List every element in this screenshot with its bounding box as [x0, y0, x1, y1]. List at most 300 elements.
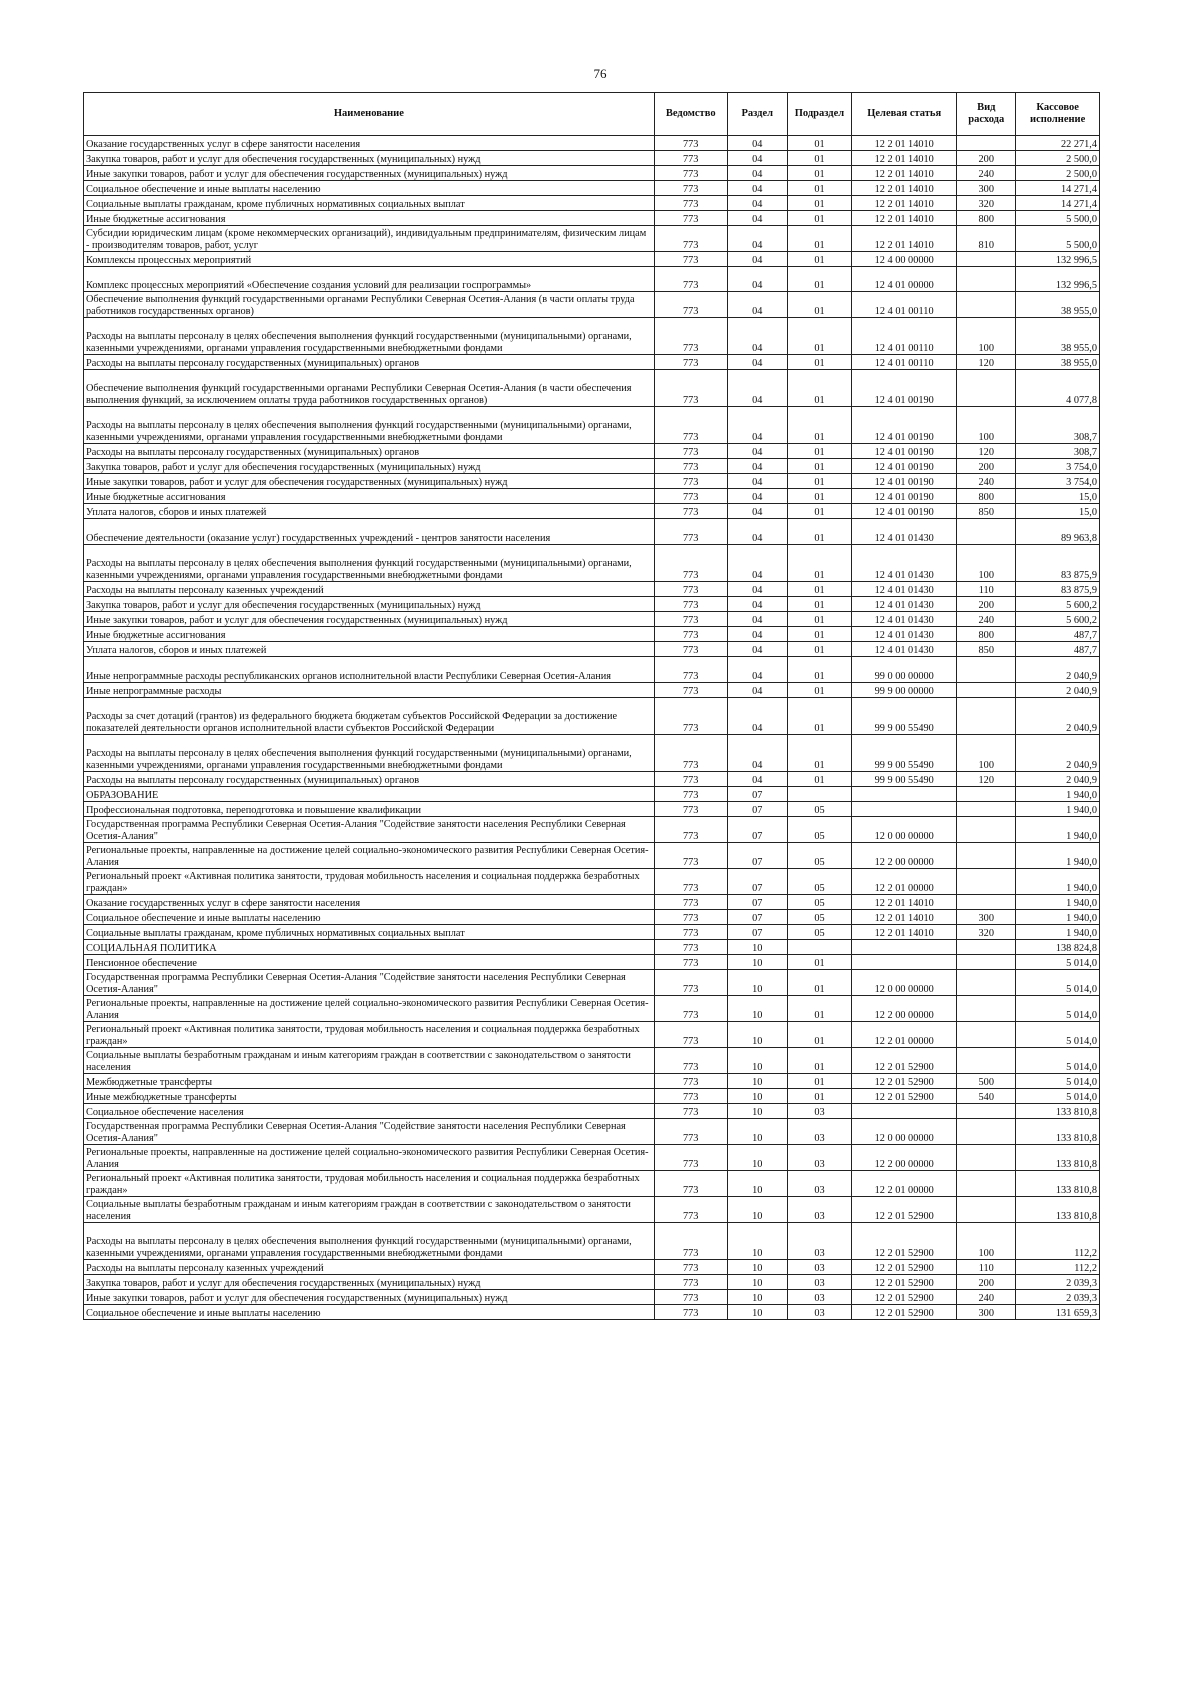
header-section: Раздел: [727, 93, 787, 136]
table-row: [84, 292, 1100, 318]
cell-section: 04: [727, 545, 787, 582]
cell-department: 773: [654, 1197, 727, 1223]
table-row: [84, 444, 1100, 459]
cell-cash-execution: 5 014,0: [1016, 1022, 1100, 1048]
cell-target-article: 12 2 00 00000: [852, 843, 957, 869]
table-row: [84, 504, 1100, 519]
cell-section: 04: [727, 489, 787, 504]
cell-cash-execution: 5 500,0: [1016, 211, 1100, 226]
table-row: [84, 226, 1100, 252]
cell-subsection: 01: [787, 136, 851, 151]
cell-subsection: 01: [787, 211, 851, 226]
cell-name: Региональный проект «Активная политика занятости, трудовая мобильность населения и социальная поддержка безработных граждан»: [84, 1171, 655, 1197]
cell-name: Уплата налогов, сборов и иных платежей: [84, 642, 655, 657]
cell-name: СОЦИАЛЬНАЯ ПОЛИТИКА: [84, 940, 655, 955]
cell-name: Социальное обеспечение населения: [84, 1104, 655, 1119]
cell-expense-type: 800: [957, 211, 1016, 226]
cell-section: 10: [727, 1074, 787, 1089]
cell-department: 773: [654, 925, 727, 940]
cell-cash-execution: 83 875,9: [1016, 545, 1100, 582]
cell-section: 04: [727, 444, 787, 459]
cell-department: 773: [654, 444, 727, 459]
cell-department: 773: [654, 1145, 727, 1171]
cell-section: 04: [727, 211, 787, 226]
cell-expense-type: 300: [957, 181, 1016, 196]
cell-cash-execution: 487,7: [1016, 627, 1100, 642]
cell-subsection: 03: [787, 1104, 851, 1119]
cell-subsection: 05: [787, 925, 851, 940]
cell-name: ОБРАЗОВАНИЕ: [84, 787, 655, 802]
cell-department: 773: [654, 196, 727, 211]
cell-target-article: 12 0 00 00000: [852, 970, 957, 996]
cell-target-article: 12 2 00 00000: [852, 1145, 957, 1171]
cell-name: Социальное обеспечение и иные выплаты населению: [84, 1305, 655, 1320]
table-row: [84, 735, 1100, 772]
cell-subsection: 01: [787, 735, 851, 772]
cell-expense-type: 800: [957, 627, 1016, 642]
cell-subsection: 01: [787, 355, 851, 370]
cell-expense-type: 100: [957, 545, 1016, 582]
cell-cash-execution: 1 940,0: [1016, 817, 1100, 843]
cell-name: Профессиональная подготовка, переподготовка и повышение квалификации: [84, 802, 655, 817]
cell-department: 773: [654, 489, 727, 504]
cell-subsection: 05: [787, 895, 851, 910]
cell-name: Социальные выплаты гражданам, кроме публичных нормативных социальных выплат: [84, 925, 655, 940]
cell-department: 773: [654, 612, 727, 627]
cell-target-article: 12 4 01 00190: [852, 474, 957, 489]
cell-section: 07: [727, 925, 787, 940]
cell-subsection: 03: [787, 1290, 851, 1305]
cell-subsection: 01: [787, 267, 851, 292]
cell-department: 773: [654, 252, 727, 267]
cell-name: Межбюджетные трансферты: [84, 1074, 655, 1089]
cell-cash-execution: 133 810,8: [1016, 1171, 1100, 1197]
cell-section: 04: [727, 252, 787, 267]
cell-expense-type: 110: [957, 582, 1016, 597]
cell-section: 07: [727, 817, 787, 843]
cell-cash-execution: 1 940,0: [1016, 925, 1100, 940]
cell-subsection: 03: [787, 1145, 851, 1171]
table-row: [84, 166, 1100, 181]
table-row: [84, 925, 1100, 940]
cell-section: 10: [727, 1290, 787, 1305]
cell-target-article: 12 0 00 00000: [852, 1119, 957, 1145]
header-name: Наименование: [84, 93, 655, 136]
cell-cash-execution: 2 040,9: [1016, 683, 1100, 698]
cell-expense-type: [957, 1145, 1016, 1171]
cell-department: 773: [654, 683, 727, 698]
table-row: [84, 489, 1100, 504]
table-row: [84, 582, 1100, 597]
table-row: [84, 657, 1100, 683]
cell-subsection: 03: [787, 1171, 851, 1197]
cell-target-article: 12 4 01 00190: [852, 370, 957, 407]
cell-expense-type: 300: [957, 910, 1016, 925]
cell-name: Иные непрограммные расходы: [84, 683, 655, 698]
cell-target-article: 12 4 01 01430: [852, 642, 957, 657]
cell-name: Социальные выплаты безработным гражданам и иным категориям граждан в соответствии с законодательством о занятости населения: [84, 1197, 655, 1223]
cell-name: Государственная программа Республики Северная Осетия-Алания "Содействие занятости населения Республики Северная Осетия-Алания": [84, 1119, 655, 1145]
cell-subsection: 01: [787, 642, 851, 657]
cell-target-article: 12 4 01 00190: [852, 504, 957, 519]
cell-department: 773: [654, 459, 727, 474]
cell-subsection: 01: [787, 1074, 851, 1089]
table-row: [84, 545, 1100, 582]
cell-section: 10: [727, 1089, 787, 1104]
cell-name: Государственная программа Республики Северная Осетия-Алания "Содействие занятости населения Республики Северная Осетия-Алания": [84, 817, 655, 843]
cell-section: 07: [727, 843, 787, 869]
table-row: [84, 698, 1100, 735]
cell-subsection: 03: [787, 1275, 851, 1290]
cell-department: 773: [654, 970, 727, 996]
cell-expense-type: 200: [957, 151, 1016, 166]
table-row: [84, 895, 1100, 910]
table-row: [84, 519, 1100, 545]
cell-cash-execution: 5 014,0: [1016, 1048, 1100, 1074]
cell-expense-type: [957, 683, 1016, 698]
cell-department: 773: [654, 910, 727, 925]
cell-subsection: 01: [787, 657, 851, 683]
table-row: [84, 802, 1100, 817]
cell-cash-execution: 131 659,3: [1016, 1305, 1100, 1320]
cell-subsection: 01: [787, 292, 851, 318]
cell-target-article: 12 2 01 00000: [852, 869, 957, 895]
table-row: [84, 318, 1100, 355]
cell-expense-type: 100: [957, 318, 1016, 355]
cell-department: 773: [654, 657, 727, 683]
cell-department: 773: [654, 1119, 727, 1145]
cell-cash-execution: 2 039,3: [1016, 1275, 1100, 1290]
table-row: [84, 910, 1100, 925]
page-number: 76: [593, 66, 607, 81]
cell-name: Расходы на выплаты персоналу в целях обеспечения выполнения функций государственными (муниципальными) органами, казенными учреждениями, органами управления государственными внебюджетными фондами: [84, 1223, 655, 1260]
cell-section: 04: [727, 597, 787, 612]
cell-subsection: 01: [787, 407, 851, 444]
cell-cash-execution: 14 271,4: [1016, 181, 1100, 196]
cell-name: Закупка товаров, работ и услуг для обеспечения государственных (муниципальных) нужд: [84, 459, 655, 474]
cell-department: 773: [654, 802, 727, 817]
cell-target-article: 12 4 01 01430: [852, 597, 957, 612]
budget-table-container: [83, 92, 1100, 1320]
cell-expense-type: 850: [957, 504, 1016, 519]
cell-cash-execution: 5 014,0: [1016, 996, 1100, 1022]
cell-name: Расходы на выплаты персоналу государственных (муниципальных) органов: [84, 444, 655, 459]
cell-cash-execution: 3 754,0: [1016, 459, 1100, 474]
cell-expense-type: 500: [957, 1074, 1016, 1089]
cell-name: Иные закупки товаров, работ и услуг для обеспечения государственных (муниципальных) нужд: [84, 474, 655, 489]
table-row: [84, 1275, 1100, 1290]
cell-section: 04: [727, 196, 787, 211]
cell-target-article: 12 0 00 00000: [852, 817, 957, 843]
table-row: [84, 136, 1100, 151]
cell-expense-type: 120: [957, 444, 1016, 459]
cell-name: Иные закупки товаров, работ и услуг для обеспечения государственных (муниципальных) нужд: [84, 166, 655, 181]
cell-expense-type: [957, 996, 1016, 1022]
cell-target-article: 12 2 01 00000: [852, 1171, 957, 1197]
cell-section: 10: [727, 996, 787, 1022]
cell-expense-type: 240: [957, 474, 1016, 489]
cell-subsection: 01: [787, 582, 851, 597]
cell-target-article: 99 0 00 00000: [852, 657, 957, 683]
cell-target-article: 99 9 00 55490: [852, 772, 957, 787]
table-row: [84, 1223, 1100, 1260]
table-row: [84, 1119, 1100, 1145]
cell-department: 773: [654, 1275, 727, 1290]
cell-department: 773: [654, 843, 727, 869]
cell-subsection: 05: [787, 910, 851, 925]
cell-expense-type: 100: [957, 407, 1016, 444]
cell-subsection: 01: [787, 151, 851, 166]
cell-target-article: 12 4 01 01430: [852, 627, 957, 642]
cell-target-article: 12 4 01 00190: [852, 489, 957, 504]
cell-target-article: 12 2 01 14010: [852, 226, 957, 252]
cell-name: Пенсионное обеспечение: [84, 955, 655, 970]
cell-expense-type: [957, 787, 1016, 802]
cell-department: 773: [654, 1048, 727, 1074]
cell-subsection: 01: [787, 489, 851, 504]
cell-department: 773: [654, 1223, 727, 1260]
table-row: [84, 869, 1100, 895]
cell-cash-execution: 22 271,4: [1016, 136, 1100, 151]
cell-section: 10: [727, 1197, 787, 1223]
cell-name: Обеспечение выполнения функций государственными органами Республики Северная Осетия-Алания (в части обеспечения выполнения функций, за исключением оплаты труда работников государственных органов): [84, 370, 655, 407]
table-row: [84, 211, 1100, 226]
table-row: [84, 642, 1100, 657]
table-row: [84, 996, 1100, 1022]
cell-department: 773: [654, 1305, 727, 1320]
cell-department: 773: [654, 407, 727, 444]
cell-department: 773: [654, 370, 727, 407]
cell-name: Социальные выплаты безработным гражданам и иным категориям граждан в соответствии с законодательством о занятости населения: [84, 1048, 655, 1074]
cell-name: Расходы на выплаты персоналу государственных (муниципальных) органов: [84, 355, 655, 370]
cell-subsection: 01: [787, 1022, 851, 1048]
cell-section: 10: [727, 940, 787, 955]
cell-cash-execution: 1 940,0: [1016, 787, 1100, 802]
cell-subsection: [787, 787, 851, 802]
cell-section: 07: [727, 787, 787, 802]
cell-subsection: 01: [787, 196, 851, 211]
cell-cash-execution: 112,2: [1016, 1223, 1100, 1260]
cell-department: 773: [654, 519, 727, 545]
cell-target-article: 12 2 01 14010: [852, 136, 957, 151]
cell-section: 10: [727, 955, 787, 970]
cell-expense-type: [957, 519, 1016, 545]
cell-target-article: 12 2 01 52900: [852, 1305, 957, 1320]
table-row: [84, 474, 1100, 489]
cell-cash-execution: 2 500,0: [1016, 151, 1100, 166]
cell-expense-type: 100: [957, 735, 1016, 772]
cell-section: 10: [727, 1119, 787, 1145]
cell-department: 773: [654, 1089, 727, 1104]
cell-name: Региональные проекты, направленные на достижение целей социально-экономического развития Республики Северная Осетия-Алания: [84, 996, 655, 1022]
cell-expense-type: 240: [957, 1290, 1016, 1305]
cell-target-article: [852, 1104, 957, 1119]
cell-name: Социальное обеспечение и иные выплаты населению: [84, 181, 655, 196]
cell-cash-execution: 2 500,0: [1016, 166, 1100, 181]
cell-subsection: 05: [787, 817, 851, 843]
table-row: [84, 1305, 1100, 1320]
cell-section: 04: [727, 519, 787, 545]
cell-department: 773: [654, 582, 727, 597]
header-subsection: Подраздел: [787, 93, 851, 136]
cell-target-article: 12 4 01 00000: [852, 267, 957, 292]
cell-department: 773: [654, 869, 727, 895]
cell-expense-type: 800: [957, 489, 1016, 504]
cell-cash-execution: 38 955,0: [1016, 318, 1100, 355]
cell-name: Иные бюджетные ассигнования: [84, 211, 655, 226]
cell-cash-execution: 5 014,0: [1016, 955, 1100, 970]
cell-department: 773: [654, 787, 727, 802]
cell-expense-type: [957, 370, 1016, 407]
cell-cash-execution: 487,7: [1016, 642, 1100, 657]
cell-cash-execution: 1 940,0: [1016, 910, 1100, 925]
cell-cash-execution: 14 271,4: [1016, 196, 1100, 211]
header-department: Ведомство: [654, 93, 727, 136]
cell-department: 773: [654, 267, 727, 292]
cell-cash-execution: 132 996,5: [1016, 252, 1100, 267]
cell-department: 773: [654, 940, 727, 955]
cell-target-article: 12 2 01 52900: [852, 1290, 957, 1305]
cell-target-article: 12 2 01 52900: [852, 1074, 957, 1089]
cell-department: 773: [654, 627, 727, 642]
table-row: [84, 370, 1100, 407]
cell-section: 07: [727, 910, 787, 925]
cell-subsection: 01: [787, 181, 851, 196]
cell-expense-type: 850: [957, 642, 1016, 657]
cell-section: 10: [727, 1048, 787, 1074]
cell-name: Обеспечение выполнения функций государственными органами Республики Северная Осетия-Алания (в части оплаты труда работников государственных органов): [84, 292, 655, 318]
cell-expense-type: 320: [957, 925, 1016, 940]
cell-expense-type: 100: [957, 1223, 1016, 1260]
cell-subsection: 01: [787, 370, 851, 407]
cell-subsection: 03: [787, 1260, 851, 1275]
cell-name: Региональный проект «Активная политика занятости, трудовая мобильность населения и социальная поддержка безработных граждан»: [84, 869, 655, 895]
cell-expense-type: 200: [957, 459, 1016, 474]
cell-expense-type: 200: [957, 597, 1016, 612]
cell-cash-execution: 15,0: [1016, 504, 1100, 519]
cell-subsection: 01: [787, 612, 851, 627]
cell-subsection: 01: [787, 545, 851, 582]
table-row: [84, 151, 1100, 166]
cell-section: 04: [727, 267, 787, 292]
table-row: [84, 1074, 1100, 1089]
cell-cash-execution: 2 040,9: [1016, 657, 1100, 683]
cell-expense-type: [957, 252, 1016, 267]
cell-cash-execution: 3 754,0: [1016, 474, 1100, 489]
cell-section: 04: [727, 226, 787, 252]
cell-target-article: 12 2 01 14010: [852, 211, 957, 226]
cell-subsection: 01: [787, 226, 851, 252]
cell-target-article: 12 4 01 00190: [852, 407, 957, 444]
cell-department: 773: [654, 151, 727, 166]
cell-department: 773: [654, 955, 727, 970]
cell-department: 773: [654, 474, 727, 489]
cell-name: Расходы на выплаты персоналу в целях обеспечения выполнения функций государственными (муниципальными) органами, казенными учреждениями, органами управления государственными внебюджетными фондами: [84, 545, 655, 582]
cell-name: Расходы на выплаты персоналу в целях обеспечения выполнения функций государственными (муниципальными) органами, казенными учреждениями, органами управления государственными внебюджетными фондами: [84, 407, 655, 444]
cell-section: 04: [727, 181, 787, 196]
cell-department: 773: [654, 166, 727, 181]
cell-name: Иные бюджетные ассигнования: [84, 489, 655, 504]
cell-department: 773: [654, 597, 727, 612]
table-row: [84, 1260, 1100, 1275]
cell-target-article: 12 2 01 52900: [852, 1048, 957, 1074]
cell-cash-execution: 132 996,5: [1016, 267, 1100, 292]
cell-name: Расходы на выплаты персоналу государственных (муниципальных) органов: [84, 772, 655, 787]
cell-cash-execution: 5 014,0: [1016, 1074, 1100, 1089]
cell-expense-type: [957, 970, 1016, 996]
table-row: [84, 627, 1100, 642]
cell-department: 773: [654, 211, 727, 226]
table-row: [84, 955, 1100, 970]
cell-name: Закупка товаров, работ и услуг для обеспечения государственных (муниципальных) нужд: [84, 1275, 655, 1290]
cell-name: Социальное обеспечение и иные выплаты населению: [84, 910, 655, 925]
cell-name: Обеспечение деятельности (оказание услуг) государственных учреждений - центров занятости населения: [84, 519, 655, 545]
cell-cash-execution: 1 940,0: [1016, 895, 1100, 910]
cell-section: 10: [727, 1223, 787, 1260]
table-row: [84, 196, 1100, 211]
cell-expense-type: [957, 802, 1016, 817]
cell-cash-execution: 5 600,2: [1016, 597, 1100, 612]
cell-target-article: [852, 802, 957, 817]
cell-cash-execution: 38 955,0: [1016, 355, 1100, 370]
cell-department: 773: [654, 1171, 727, 1197]
cell-target-article: 12 4 01 00190: [852, 444, 957, 459]
cell-name: Уплата налогов, сборов и иных платежей: [84, 504, 655, 519]
cell-department: 773: [654, 181, 727, 196]
cell-name: Иные бюджетные ассигнования: [84, 627, 655, 642]
budget-execution-table: [83, 92, 1100, 1320]
cell-expense-type: 120: [957, 355, 1016, 370]
header-target-article: Целевая статья: [852, 93, 957, 136]
cell-expense-type: [957, 895, 1016, 910]
cell-expense-type: [957, 940, 1016, 955]
table-row: [84, 817, 1100, 843]
cell-cash-execution: 2 040,9: [1016, 772, 1100, 787]
cell-expense-type: 240: [957, 612, 1016, 627]
cell-subsection: 01: [787, 459, 851, 474]
cell-department: 773: [654, 698, 727, 735]
cell-name: Расходы за счет дотаций (грантов) из федерального бюджета бюджетам субъектов Российской Федерации за достижение показателей деятельности органов исполнительной власти субъектов Российской Федерации: [84, 698, 655, 735]
cell-target-article: 12 2 01 52900: [852, 1089, 957, 1104]
table-row: [84, 181, 1100, 196]
cell-expense-type: [957, 1119, 1016, 1145]
cell-subsection: 01: [787, 683, 851, 698]
cell-section: 04: [727, 582, 787, 597]
cell-cash-execution: 15,0: [1016, 489, 1100, 504]
cell-section: 04: [727, 474, 787, 489]
cell-section: 04: [727, 370, 787, 407]
cell-cash-execution: 4 077,8: [1016, 370, 1100, 407]
cell-target-article: 99 9 00 00000: [852, 683, 957, 698]
cell-section: 04: [727, 627, 787, 642]
cell-name: Расходы на выплаты персоналу казенных учреждений: [84, 582, 655, 597]
cell-expense-type: [957, 1104, 1016, 1119]
cell-subsection: 05: [787, 869, 851, 895]
cell-expense-type: 300: [957, 1305, 1016, 1320]
cell-target-article: 12 2 01 14010: [852, 166, 957, 181]
cell-section: 04: [727, 355, 787, 370]
cell-subsection: 01: [787, 970, 851, 996]
cell-subsection: 01: [787, 519, 851, 545]
cell-cash-execution: 112,2: [1016, 1260, 1100, 1275]
cell-department: 773: [654, 1290, 727, 1305]
cell-target-article: 12 2 01 14010: [852, 895, 957, 910]
cell-cash-execution: 5 600,2: [1016, 612, 1100, 627]
cell-name: Иные межбюджетные трансферты: [84, 1089, 655, 1104]
cell-department: 773: [654, 895, 727, 910]
cell-name: Иные закупки товаров, работ и услуг для обеспечения государственных (муниципальных) нужд: [84, 612, 655, 627]
cell-expense-type: 120: [957, 772, 1016, 787]
